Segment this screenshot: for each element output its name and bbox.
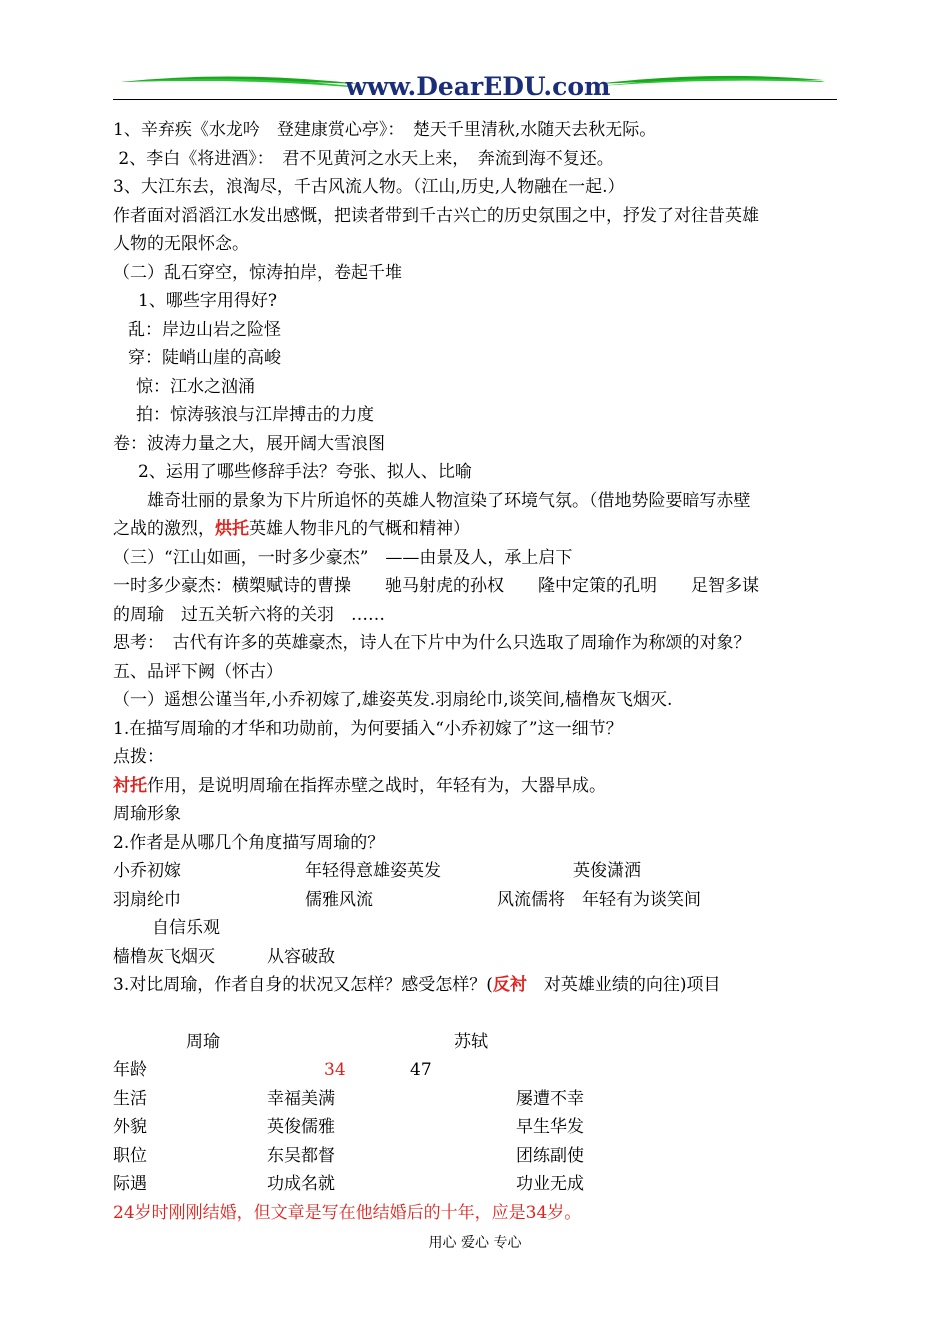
table-header-zhouyu: 周瑜 [186, 1032, 220, 1052]
section-heading-2: （二）乱石穿空，惊涛拍岸，卷起千堆 [113, 263, 402, 283]
aspect-row-2-c: 风流儒将 年轻有为谈笑间 [497, 890, 701, 910]
aspect-row-2-b: 儒雅风流 [305, 890, 373, 910]
word-pai: 拍：惊涛骇浪与江岸搏击的力度 [136, 405, 374, 425]
text-line-25: 周瑜形象 [113, 804, 181, 824]
aspect-row-4-b: 从容破敌 [267, 947, 335, 967]
text-line-31: 3.对比周瑜，作者自身的状况又怎样？感受怎样？(反衬 对英雄业绩的向往)项目 [113, 975, 721, 995]
section-heading-5: 五、品评下阙（怀古） [113, 662, 283, 682]
highlight-chentuo: 衬托 [113, 776, 147, 796]
page-footer: 用心 爱心 专心 [428, 1235, 522, 1251]
table-header-sushi: 苏轼 [454, 1032, 488, 1052]
question-2: 2、运用了哪些修辞手法？夸张、拟人、比喻 [121, 462, 472, 482]
table-row-label: 年龄 [113, 1060, 147, 1080]
table-cell-sushi: 团练副使 [516, 1146, 584, 1166]
word-chuan: 穿：陡峭山崖的高峻 [128, 348, 281, 368]
table-cell-sushi: 47 [410, 1060, 432, 1080]
text-line-14: 雄奇壮丽的景象为下片所追怀的英雄人物渲染了环境气氛。（借地势险要暗写赤壁 [113, 491, 751, 511]
text-line-24: 衬托作用，是说明周瑜在指挥赤壁之战时，年轻有为，大器早成。 [113, 776, 606, 796]
aspect-row-3: 自信乐观 [152, 918, 220, 938]
table-cell-zhouyu: 幸福美满 [267, 1089, 335, 1109]
dearedu-logo [113, 68, 837, 104]
table-cell-zhouyu: 功成名就 [267, 1174, 335, 1194]
text-line-4: 作者面对滔滔江水发出感慨，把读者带到千古兴亡的历史氛围之中，抒发了对往昔英雄 [113, 206, 759, 226]
aspect-row-1-a: 小乔初嫁 [113, 861, 181, 881]
word-luan: 乱：岸边山岩之险怪 [128, 320, 281, 340]
word-jing: 惊：江水之汹涌 [136, 377, 255, 397]
table-row-label: 际遇 [113, 1174, 147, 1194]
text-line-5: 人物的无限怀念。 [113, 234, 249, 254]
age-note: 24岁时刚刚结婚，但文章是写在他结婚后的十年，应是34岁。 [113, 1203, 582, 1223]
aspect-row-2-a: 羽扇纶巾 [113, 890, 181, 910]
page-header [113, 68, 837, 104]
aspect-row-1-c: 英俊潇洒 [573, 861, 641, 881]
table-cell-zhouyu: 34 [324, 1060, 346, 1080]
table-cell-zhouyu: 东吴都督 [267, 1146, 335, 1166]
text-line-18: 的周瑜 过五关斩六将的关羽 …… [113, 605, 385, 625]
table-row-label: 生活 [113, 1089, 147, 1109]
table-row-label: 职位 [113, 1146, 147, 1166]
table-cell-sushi: 功业无成 [516, 1174, 584, 1194]
text-line-15: 之战的激烈，烘托英雄人物非凡的气概和精神） [113, 519, 470, 539]
table-cell-zhouyu: 英俊儒雅 [267, 1117, 335, 1137]
text-line-2: 2、李白《将进酒》： 君不见黄河之水天上来， 奔流到海不复还。 [113, 149, 614, 169]
table-cell-sushi: 早生华发 [516, 1117, 584, 1137]
word-juan: 卷：波涛力量之大，展开阔大雪浪图 [113, 434, 385, 454]
text-line-23: 点拨： [113, 747, 164, 767]
text-line-22: 1.在描写周瑜的才华和功勋前，为何要插入“小乔初嫁了”这一细节？ [113, 719, 623, 739]
aspect-row-1-b: 年轻得意雄姿英发 [305, 861, 441, 881]
text-line-17: 一时多少豪杰：横槊赋诗的曹操 驰马射虎的孙权 隆中定策的孔明 足智多谋 [113, 576, 759, 596]
text-line-1: 1、辛弃疾《水龙吟 登建康赏心亭》： 楚天千里清秋,水随天去秋无际。 [113, 120, 657, 140]
text-line-19: 思考： 古代有许多的英雄豪杰，诗人在下片中为什么只选取了周瑜作为称颂的对象？ [113, 633, 751, 653]
text-line-3: 3、大江东去，浪淘尽，千古风流人物。（江山,历史,人物融在一起.） [113, 177, 625, 197]
highlight-fanchen: 反衬 [492, 975, 527, 995]
text-line-26: 2.作者是从哪几个角度描写周瑜的？ [113, 833, 385, 853]
highlight-hongtuo: 烘托 [215, 519, 249, 539]
table-row-label: 外貌 [113, 1117, 147, 1137]
text-line-21: （一）遥想公谨当年,小乔初嫁了,雄姿英发.羽扇纶巾,谈笑间,樯橹灰飞烟灭. [113, 690, 673, 710]
question-1: 1、哪些字用得好? [121, 291, 277, 311]
aspect-row-4-a: 樯橹灰飞烟灭 [113, 947, 215, 967]
logo-text: www.DearEDU.com [345, 72, 611, 101]
table-cell-sushi: 屡遭不幸 [516, 1089, 584, 1109]
section-heading-3: （三）“江山如画，一时多少豪杰” ——由景及人，承上启下 [113, 548, 573, 568]
